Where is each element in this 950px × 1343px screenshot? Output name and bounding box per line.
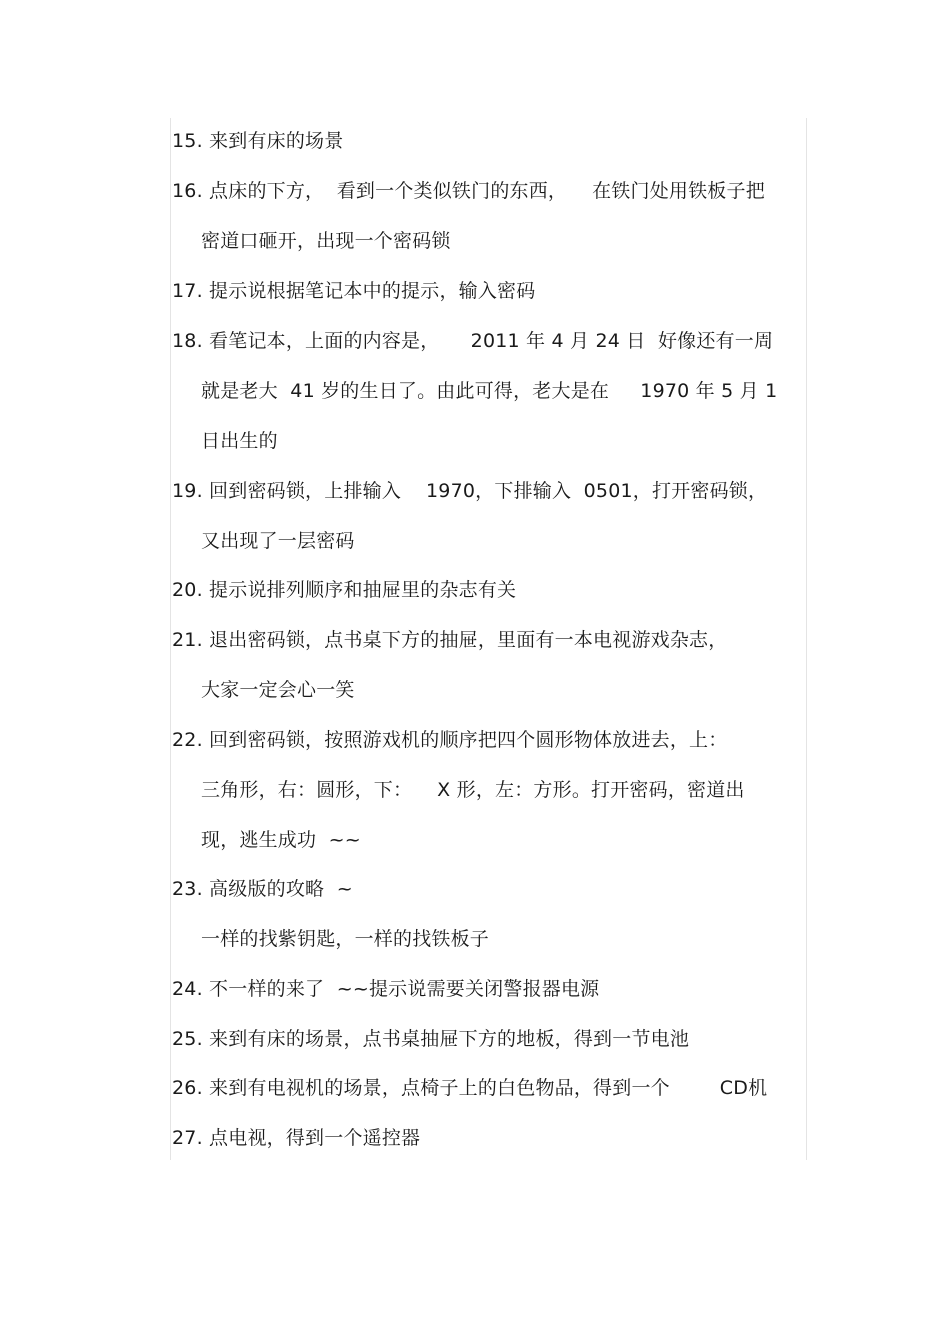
text-line-step-23-cont: 一样的找紫钥匙，一样的找铁板子	[201, 928, 490, 950]
text-line-step-23: 23. 高级版的攻略 ~	[172, 878, 353, 900]
text-line-step-16: 16. 点床的下方， 看到一个类似铁门的东西， 在铁门处用铁板子把	[172, 180, 765, 202]
text-line-step-20: 20. 提示说排列顺序和抽屉里的杂志有关	[172, 579, 517, 601]
text-line-step-18: 18. 看笔记本，上面的内容是， 2011 年 4 月 24 日 好像还有一周	[172, 330, 774, 352]
text-line-step-21-cont: 大家一定会心一笑	[201, 679, 355, 701]
text-line-step-25: 25. 来到有床的场景，点书桌抽屉下方的地板，得到一节电池	[172, 1028, 690, 1050]
text-line-step-17: 17. 提示说根据笔记本中的提示，输入密码	[172, 280, 536, 302]
text-line-step-27: 27. 点电视，得到一个遥控器	[172, 1127, 421, 1149]
text-line-step-19: 19. 回到密码锁，上排输入 1970，下排输入 0501，打开密码锁，	[172, 480, 768, 502]
text-line-step-22-cont-1: 三角形，右：圆形，下： X 形，左：方形。打开密码，密道出	[201, 779, 745, 801]
text-line-step-22: 22. 回到密码锁，按照游戏机的顺序把四个圆形物体放进去，上：	[172, 729, 728, 751]
text-line-step-16-cont: 密道口砸开，出现一个密码锁	[201, 230, 451, 252]
text-line-step-18-cont-1: 就是老大 41 岁的生日了。由此可得，老大是在 1970 年 5 月 1	[201, 380, 778, 402]
text-line-step-18-cont-2: 日出生的	[201, 430, 278, 452]
text-line-step-26: 26. 来到有电视机的场景，点椅子上的白色物品，得到一个 CD机	[172, 1077, 768, 1099]
text-line-step-19-cont: 又出现了一层密码	[201, 530, 355, 552]
text-line-step-15: 15. 来到有床的场景	[172, 130, 344, 152]
text-line-step-24: 24. 不一样的来了 ~~提示说需要关闭警报器电源	[172, 978, 600, 1000]
text-line-step-22-cont-2: 现，逃生成功 ~~	[201, 829, 361, 851]
text-line-step-21: 21. 退出密码锁，点书桌下方的抽屉，里面有一本电视游戏杂志，	[172, 629, 728, 651]
